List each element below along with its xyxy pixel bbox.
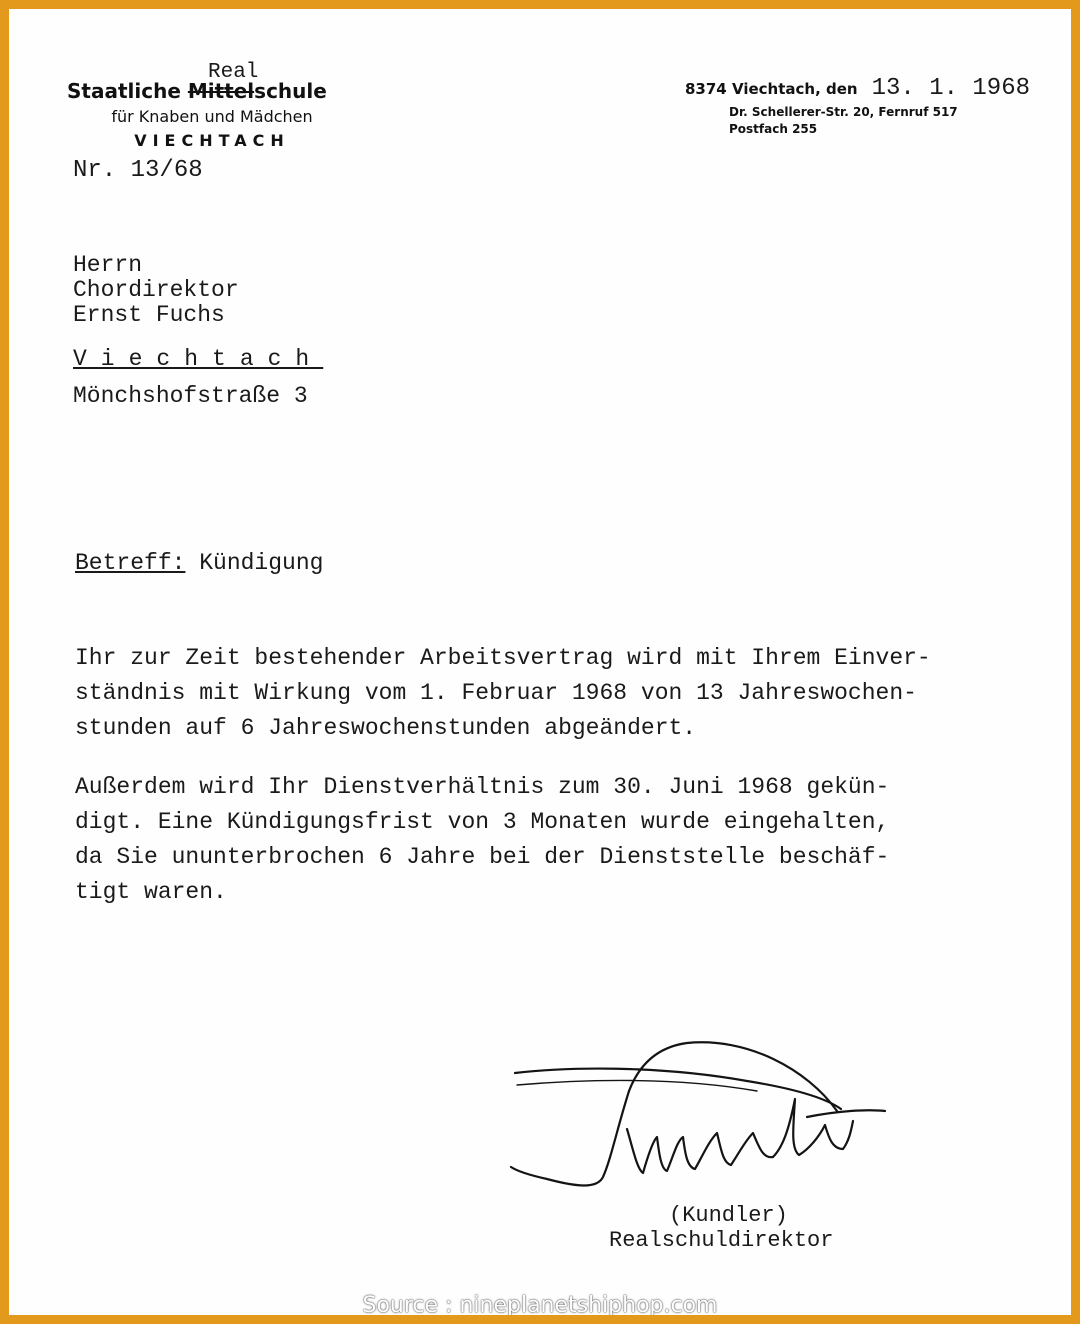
text-line: da Sie ununterbrochen 6 Jahre bei der Dienststelle beschäf- (75, 844, 890, 870)
text-line: stunden auf 6 Jahreswochenstunden abgeändert. (75, 715, 697, 741)
signatory-title: Realschuldirektor (609, 1228, 834, 1253)
recipient-title: Chordirektor (73, 277, 239, 303)
school-name: Staatliche Mittelschule (67, 79, 327, 103)
subject-line (75, 550, 323, 576)
text-line: digt. Eine Kündigungsfrist von 3 Monaten wurde eingehalten, (75, 809, 890, 835)
signatory-name: (Kundler) (669, 1203, 788, 1228)
handwritten-insert: Real (208, 61, 259, 84)
place: 8374 Viechtach, den (685, 80, 858, 98)
text-line: tigt waren. (75, 879, 227, 905)
subject-text: Kündigung (185, 550, 324, 576)
text-line: Außerdem wird Ihr Dienstverhältnis zum 30. Juni 1968 gekün- (75, 774, 890, 800)
recipient-street: Mönchshofstraße 3 (73, 383, 308, 409)
recipient-block (73, 253, 239, 328)
recipient-salutation: Herrn (73, 252, 143, 278)
recipient-name: Ernst Fuchs (73, 302, 225, 328)
dateline (685, 75, 1030, 102)
body-paragraph-1 (75, 641, 931, 746)
sender-address: Dr. Schellerer-Str. 20, Fernruf 517 (729, 105, 958, 119)
school-subtitle: für Knaben und Mädchen (111, 107, 313, 126)
text-line: Ihr zur Zeit bestehender Arbeitsvertrag wird mit Ihrem Einver- (75, 645, 931, 671)
handwritten-signature (507, 1029, 887, 1199)
letter-date: 13. 1. 1968 (871, 75, 1031, 102)
recipient-city: Viechtach (73, 346, 324, 372)
sender-postbox: Postfach 255 (729, 122, 818, 136)
school-city: VIECHTACH (134, 131, 290, 150)
source-watermark: Source : nineplanetshiphop.com (362, 1293, 718, 1315)
text-line: ständnis mit Wirkung vom 1. Februar 1968 von 13 Jahreswochen- (75, 680, 917, 706)
reference-number: Nr. 13/68 (73, 157, 203, 184)
letter-page (9, 9, 1071, 1315)
struck-word: Mittel (187, 79, 255, 103)
subject-label: Betreff: (75, 550, 186, 576)
body-paragraph-2 (75, 770, 889, 910)
